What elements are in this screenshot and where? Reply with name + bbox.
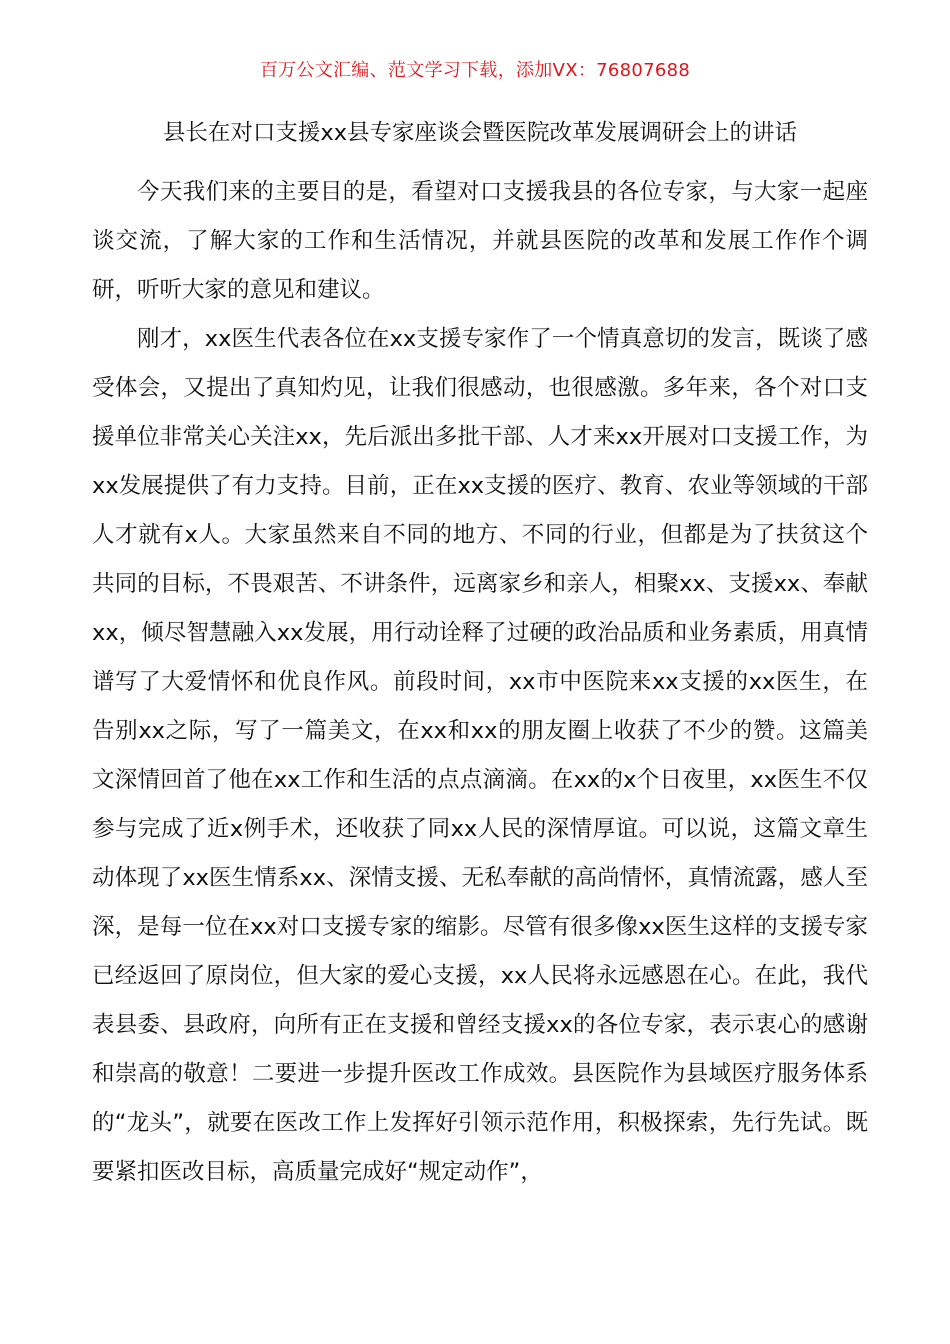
paragraph-intro: 今天我们来的主要目的是，看望对口支援我县的各位专家，与大家一起座谈交流，了解大家的工作和生活情况，并就县医院的改革和发展工作作个调研，听听大家的意见和建议。 bbox=[92, 179, 868, 303]
header-promo-note: 百万公文汇编、范文学习下载，添加VX：76807688 bbox=[259, 60, 691, 81]
paragraph-main: 刚才，xx医生代表各位在xx支援专家作了一个情真意切的发言，既谈了感受体会，又提出了真知灼见，让我们很感动，也很感激。多年来，各个对口支援单位非常关心关注xx，先后派出多批干部、人才来xx开展对口支援工作，为xx发展提供了有力支持。目前，正在xx支援的医疗、教育、农业等领域的干部人才就有x人。大家虽然来自不同的地方、不同的行业，但都是为了扶贫这个共同的目标，不畏艰苦、不讲条件，远离家乡和亲人，相聚xx、支援xx、奉献xx，倾尽智慧融入xx发展，用行动诠释了过硬的政治品质和业务素质，用真情谱写了大爱情怀和优良作风。前段时间，xx市中医院来xx支援的xx医生，在告别xx之际，写了一篇美文，在xx和xx的朋友圈上收获了不少的赞。这篇美文深情回首了他在xx工作和生活的点点滴滴。在xx的x个日夜里，xx医生不仅参与完成了近x例手术，还收获了同xx人民的深情厚谊。可以说，这篇文章生动体现了xx医生情系xx、深情支援、无私奉献的高尚情怀，真情流露，感人至深，是每一位在xx对口支援专家的缩影。尽管有很多像xx医生这样的支援专家已经返回了原岗位，但大家的爱心支援，xx人民将永远感恩在心。在此，我代表县委、县政府，向所有正在支援和曾经支援xx的各位专家，表示衷心的感谢和崇高的敬意！二要进一步提升医改工作成效。县医院作为县域医疗服务体系的“龙头”，就要在医改工作上发挥好引领示范作用，积极探索，先行先试。既要紧扣医改目标，高质量完成好“规定动作”， bbox=[92, 326, 868, 1185]
document-body bbox=[92, 168, 868, 1197]
document-title: 县长在对口支援xx县专家座谈会暨医院改革发展调研会上的讲话 bbox=[162, 120, 798, 146]
